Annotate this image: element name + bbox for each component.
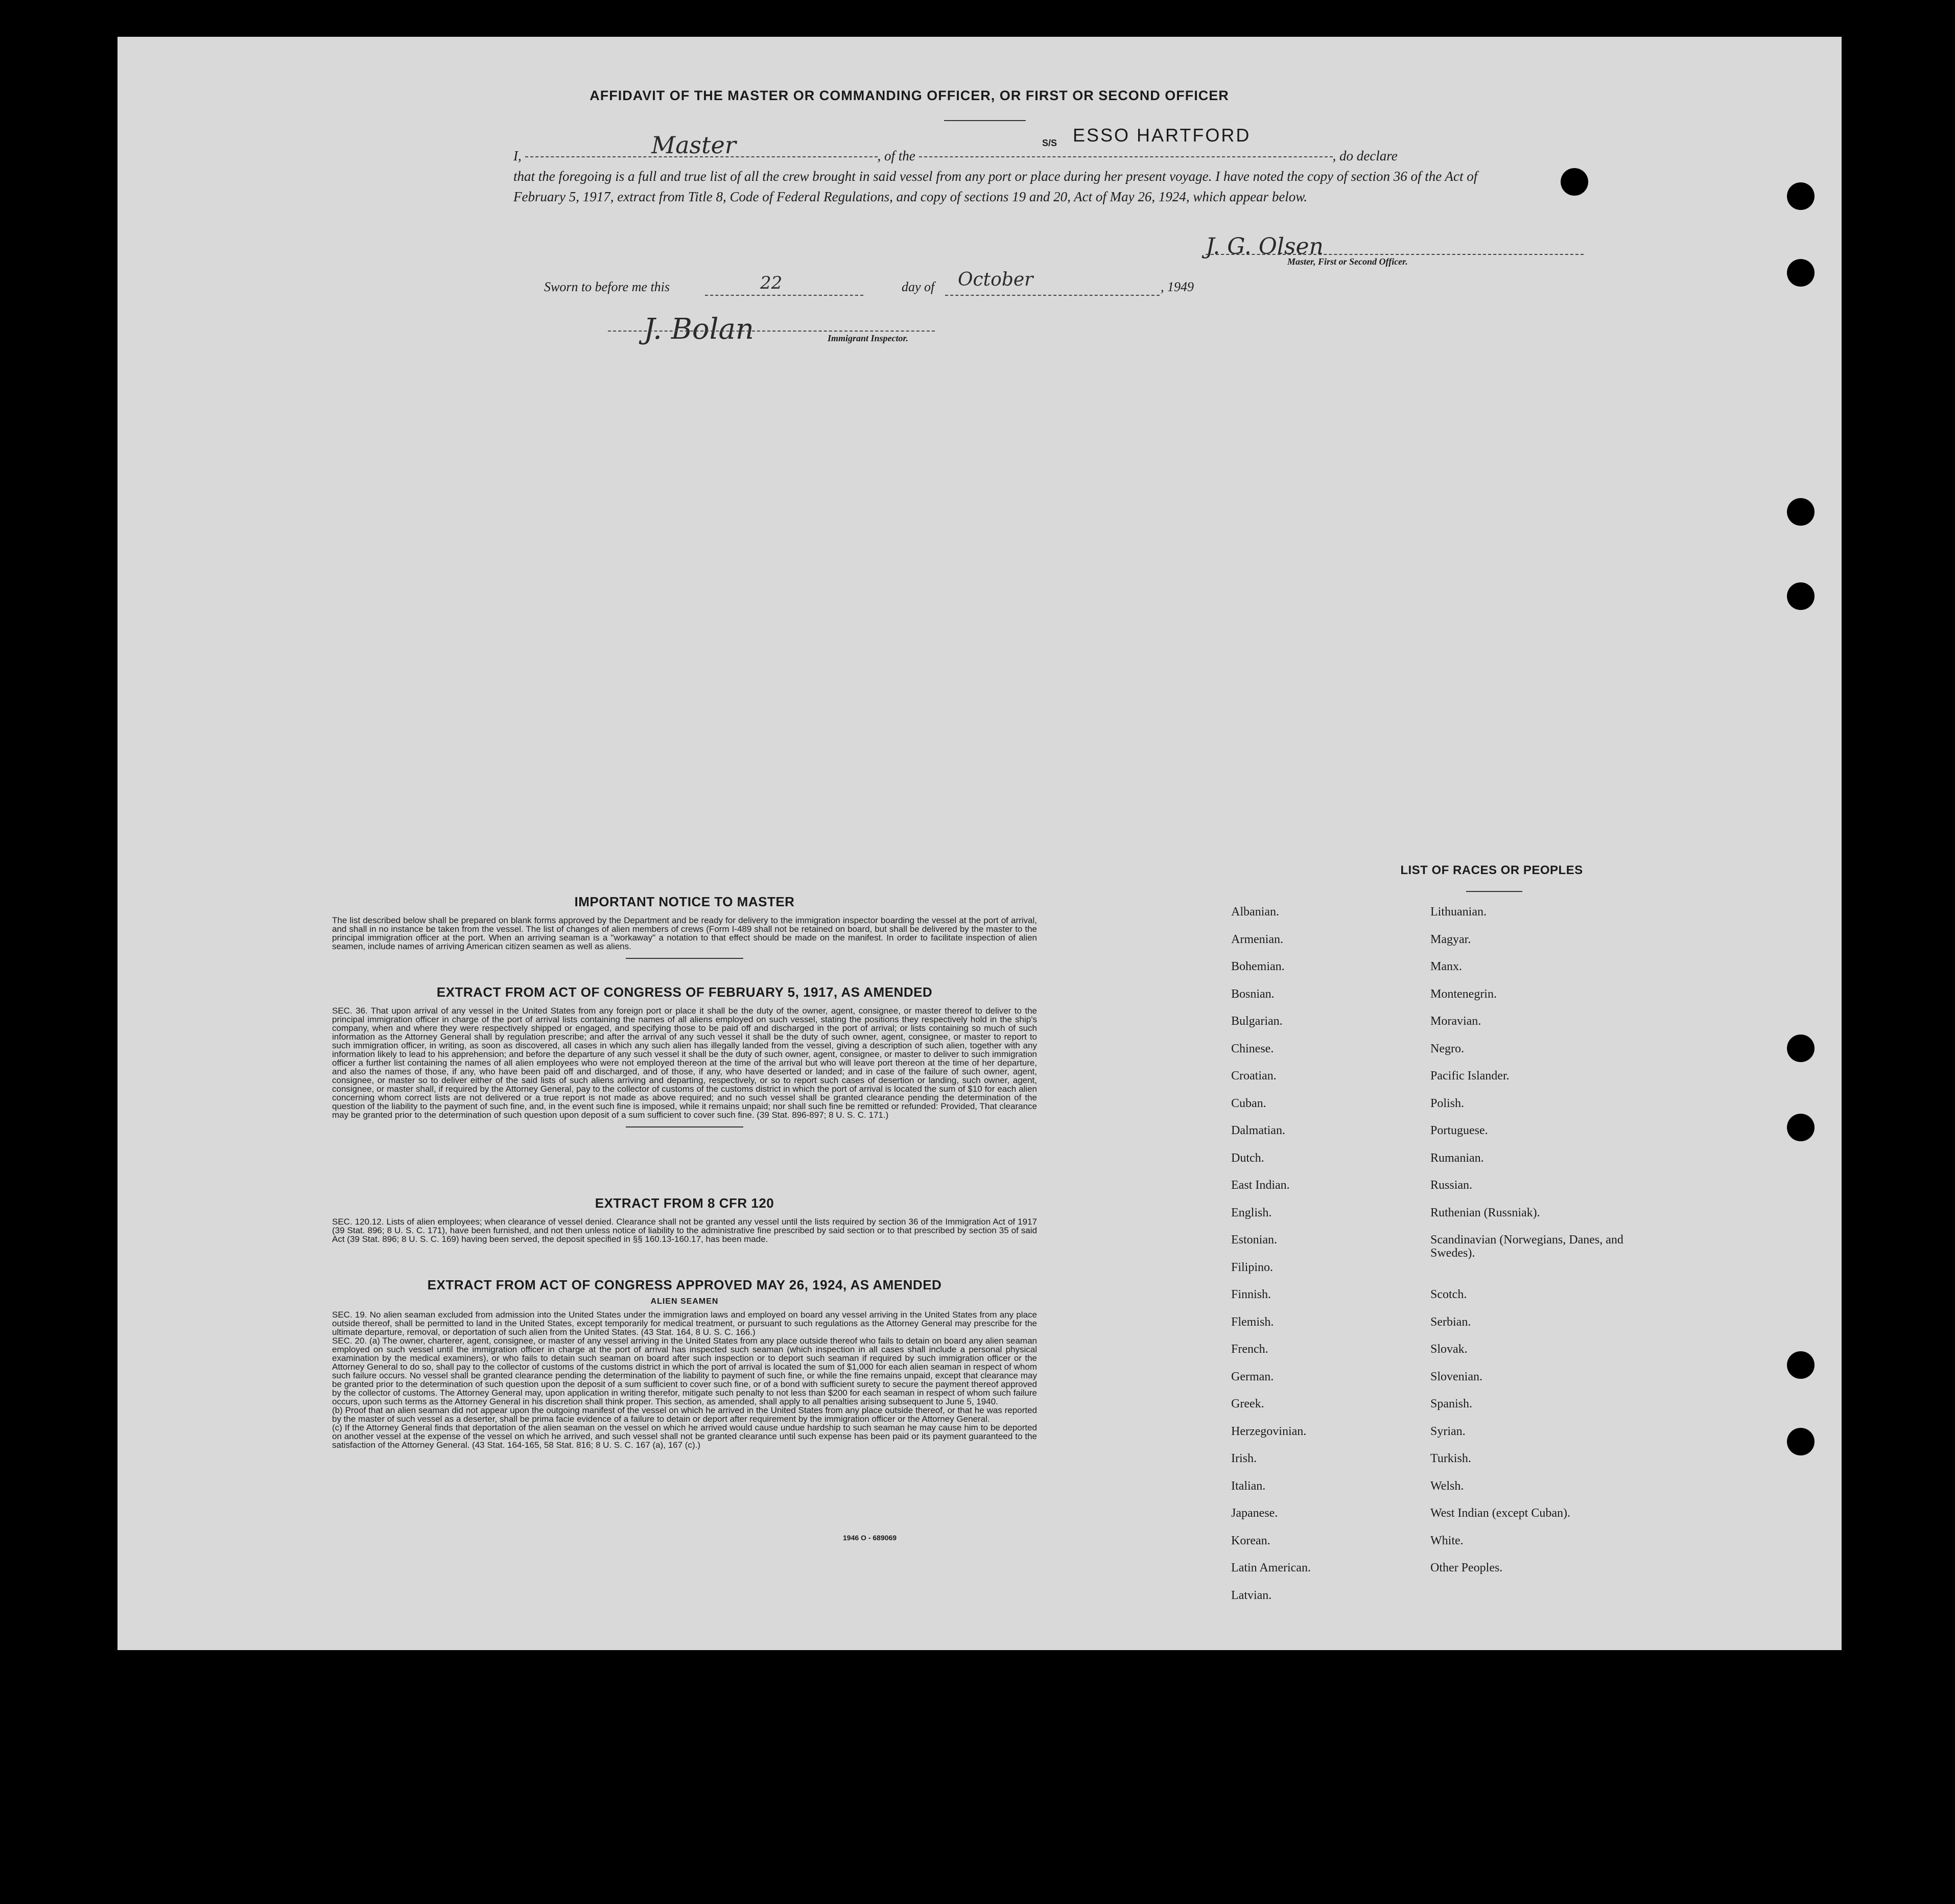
race-item: Moravian. <box>1430 1015 1481 1028</box>
sworn-day: 22 <box>760 273 783 293</box>
vessel-name: ESSO HARTFORD <box>1073 125 1251 146</box>
binder-hole <box>1787 498 1815 526</box>
races-title-rule <box>1466 891 1522 892</box>
binder-hole <box>1787 1114 1815 1141</box>
sec19-text: SEC. 19. No alien seaman excluded from admission into the United States under the immigration laws and employed on board any vessel arriving in the United States from any place outside thereof, shall be permitted to land in the United States, except temporarily for medical treatment, or pursuant to such regulations as the Attorney General may prescribe for the ultimate departure, removal, or deportation of such alien from the United States. (43 Stat. 164, 8 U. S. C. 166.) <box>332 1310 1037 1337</box>
affidavit-title: AFFIDAVIT OF THE MASTER OR COMMANDING OFFICER, OR FIRST OR SECOND OFFICER <box>590 88 1229 103</box>
race-item: Italian. <box>1231 1479 1266 1493</box>
binder-hole <box>1787 182 1815 210</box>
binder-hole <box>1787 1351 1815 1379</box>
race-item: German. <box>1231 1370 1274 1383</box>
race-item: Scotch. <box>1430 1288 1467 1301</box>
section-divider <box>626 1126 743 1127</box>
race-item: Other Peoples. <box>1430 1561 1503 1574</box>
race-item: Armenian. <box>1231 932 1283 946</box>
sworn-month: October <box>958 269 1033 290</box>
extract-1917-section <box>332 984 1037 1135</box>
binder-hole <box>1787 1428 1815 1455</box>
day-of-label: day of <box>902 279 935 294</box>
binder-hole <box>1787 582 1815 610</box>
race-item: Latvian. <box>1231 1588 1272 1602</box>
race-item: Negro. <box>1430 1042 1464 1055</box>
binder-hole <box>1787 1035 1815 1062</box>
race-item: Chinese. <box>1231 1042 1274 1055</box>
race-item: West Indian (except Cuban). <box>1430 1507 1570 1520</box>
vessel-name-line <box>919 156 1333 157</box>
race-item: White. <box>1430 1534 1464 1547</box>
race-item: Slovenian. <box>1430 1370 1482 1383</box>
extract-1917-text: SEC. 36. That upon arrival of any vessel in the United States from any foreign port or place it shall be the duty of the owner, agent, consignee, or master thereof to deliver to the principal immigration officer in charge of the port of arrival lists containing the names of all aliens employed on such vessel, stating the positions they respectively hold in the ship's company, when and where they were respectively shipped or engaged, and specifying those to be paid off and discharged in the port of arrival; or lists containing so much of such information as the Attorney General shall by regulation prescribe; and after the arrival of any such vessel it shall be the duty of such owner, agent, consignee, or master to report to such immigration officer, in writing, as soon as discovered, all cases in which any such alien has illegally landed from the vessel, giving a description of such alien, together with any information likely to lead to his apprehension; and before the departure of any such vessel it shall be the duty of such owner, agent, consignee, or master to deliver to such immigration officer a further list containing the names of all alien employees who were not employed thereon at the time of the arrival but who will leave port thereon at the time of her departure, and also the names of those, if any, who have been paid off and discharged, and of those, if any, who have deserted or landed; and in case of the failure of such owner, agent, consignee, or master so to deliver either of the said lists of such aliens arriving and departing, respectively, or so to report such cases of desertion or landing, such owner, agent, consignee, or master shall, if required by the Attorney General, pay to the collector of customs of the customs district in which the port of arrival is located the sum of $10 for each alien concerning whom correct lists are not delivered or a true report is not made as above required; and no such vessel shall be granted clearance pending the determination of the question of the liability to the payment of such fine, and, in the event such fine is imposed, while it remains unpaid; nor shall such fine be remitted or refunded: Provided, That clearance may be granted prior to the determination of such question upon deposit of a sum sufficient to cover such fine. (39 Stat. 896-897; 8 U. S. C. 171.) <box>332 1006 1037 1120</box>
race-item: French. <box>1231 1343 1268 1356</box>
race-item: Flemish. <box>1231 1315 1274 1329</box>
sworn-label: Sworn to before me this <box>544 279 670 294</box>
master-handwritten: Master <box>651 131 736 159</box>
race-item: Irish. <box>1231 1452 1257 1465</box>
race-item: Montenegrin. <box>1430 987 1497 1001</box>
race-item: Albanian. <box>1231 905 1279 919</box>
race-item: Korean. <box>1231 1534 1270 1547</box>
race-item: Welsh. <box>1430 1479 1464 1493</box>
title-rule <box>944 120 1026 121</box>
declaration-body: that the foregoing is a full and true list of all the crew brought in said vessel from any port or place during her present voyage. I have noted the copy of section 36 of the Act of February 5, 1917, extract from Title 8, Code of Federal Regulations, and copy of sections 19 and 20, Act of May 26, 1924, which appear below. <box>513 169 1478 204</box>
declaration-lead: I, <box>513 148 522 163</box>
sec20-text: SEC. 20. (a) The owner, charterer, agent, consignee, or master of any vessel arriving in the United States from any place outside thereof who fails to detain on board any alien seaman employed on such vessel until the immigration officer in charge at the port of arrival has inspected such seaman (which inspection in all cases shall include a personal physical examination by the medical examiners), or who fails to detain such seaman on board after such inspection or to deport such seaman if required by such immigration officer or the Attorney General to do so, shall pay to the collector of customs of the customs district in which the port of arrival is located the sum of $1,000 for each alien seaman in respect of whom such failure occurs. No vessel shall be granted clearance pending the determination of the liability to payment of such fine, or while the fine remains unpaid, except that clearance may be granted prior to the determination of such question upon the deposit of a sum sufficient to cover such fine, or of a bond with sufficient surety to secure the payment thereof approved by the collector of customs. The Attorney General may, upon application in writing therefor, mitigate such penalty to not less than $200 for each seaman in respect of whom such failure occurs, upon such terms as the Attorney General in his discretion shall think proper. This section, as amended, shall apply to all penalties arising subsequent to June 5, 1940. <box>332 1336 1037 1406</box>
race-item: Croatian. <box>1231 1069 1277 1083</box>
race-item: Serbian. <box>1430 1315 1471 1329</box>
races-list-left <box>1231 905 1410 1616</box>
notice-text: The list described below shall be prepared on blank forms approved by the Department and be ready for delivery to the immigration inspector boarding the vessel at the port of arrival, and shall in no instance be taken from the vessel. The list of changes of alien members of crews (Form I-489 shall not be retained on board, but shall be delivered by the master to the principal immigration officer at the port. When an arriving seaman is a "workaway" a notation to that effect should be made on the manifest. In order to facilitate inspection of alien seamen, include names of arriving American citizen seamen as well as aliens. <box>332 915 1037 951</box>
race-item: Bulgarian. <box>1231 1015 1283 1028</box>
race-item: Lithuanian. <box>1430 905 1487 919</box>
race-item: Manx. <box>1430 960 1462 973</box>
race-item: Slovak. <box>1430 1343 1468 1356</box>
binder-hole <box>1561 168 1588 196</box>
inspector-signature-line <box>608 331 935 332</box>
of-the-label: , of the <box>877 148 915 163</box>
race-item: Bosnian. <box>1231 987 1275 1001</box>
extract-1924-section <box>332 1277 1037 1449</box>
race-item: Russian. <box>1430 1179 1473 1192</box>
race-item: Finnish. <box>1231 1288 1271 1301</box>
race-item: English. <box>1231 1206 1272 1219</box>
alien-seamen-subtitle: ALIEN SEAMEN <box>650 1297 719 1306</box>
race-item: Filipino. <box>1231 1260 1274 1274</box>
race-item: Syrian. <box>1430 1424 1466 1438</box>
race-item: Magyar. <box>1430 932 1471 946</box>
race-item: Japanese. <box>1231 1507 1278 1520</box>
notice-title: IMPORTANT NOTICE TO MASTER <box>574 894 795 909</box>
vessel-prefix: S/S <box>1042 138 1057 148</box>
race-item: Greek. <box>1231 1397 1264 1411</box>
inspector-caption: Immigrant Inspector. <box>828 333 909 343</box>
extract-cfr-text: SEC. 120.12. Lists of alien employees; when clearance of vessel denied. Clearance shall not be granted any vessel until the lists required by section 36 of the Immigration Act of 1917 (39 Stat. 896; 8 U. S. C. 171), have been furnished, and not then unless notice of liability to the administrative fine prescribed by said section or to that prescribed by section 35 of said Act (39 Stat. 896; 8 U. S. C. 169) having been served, the deposit specified in §§ 160.13-160.17, has been made. <box>332 1217 1037 1244</box>
extract-cfr-title: EXTRACT FROM 8 CFR 120 <box>595 1195 774 1211</box>
race-item: Spanish. <box>1430 1397 1473 1411</box>
binder-hole <box>1787 259 1815 287</box>
sec20b-text: (b) Proof that an alien seaman did not appear upon the outgoing manifest of the vessel on which he arrived in the United States from any place outside thereof, or that he was reported by the master of such vessel as a deserter, shall be prima facie evidence of a failure to detain or deport after requirement by the immigration officer or the Attorney General. <box>332 1405 1037 1424</box>
master-signature-line <box>1206 254 1584 255</box>
race-item: Pacific Islander. <box>1430 1069 1510 1083</box>
sworn-month-line <box>945 295 1160 296</box>
sworn-year: , 1949 <box>1161 279 1194 294</box>
race-item: Rumanian. <box>1430 1151 1484 1165</box>
race-item: Cuban. <box>1231 1096 1266 1110</box>
race-item: East Indian. <box>1231 1179 1290 1192</box>
master-signature-caption: Master, First or Second Officer. <box>1287 256 1408 267</box>
inspector-signature: J. Bolan <box>644 313 754 346</box>
print-code: 1946 O - 689069 <box>843 1534 897 1542</box>
race-item: Ruthenian (Russniak). <box>1430 1206 1540 1219</box>
race-item: Estonian. <box>1231 1233 1277 1247</box>
race-item: Polish. <box>1430 1096 1465 1110</box>
do-declare-label: , do declare <box>1332 148 1398 163</box>
races-list-right <box>1430 905 1660 1589</box>
race-item: Dalmatian. <box>1231 1124 1285 1137</box>
race-item <box>1430 1261 1660 1288</box>
master-name-line <box>525 156 878 157</box>
sworn-day-line <box>705 295 863 296</box>
race-item: Turkish. <box>1430 1452 1471 1465</box>
race-item: Latin American. <box>1231 1561 1311 1574</box>
master-signature: J. G. Olsen <box>1206 233 1324 260</box>
race-item: Herzegovinian. <box>1231 1424 1307 1438</box>
race-item: Scandinavian (Norwegians, Danes, and Swedes). <box>1430 1233 1623 1260</box>
extract-cfr-section <box>332 1195 1037 1243</box>
race-item: Portuguese. <box>1430 1124 1488 1137</box>
section-divider <box>626 958 743 959</box>
extract-1924-title: EXTRACT FROM ACT OF CONGRESS APPROVED MAY 26, 1924, AS AMENDED <box>427 1277 942 1292</box>
sec20c-text: (c) If the Attorney General finds that deportation of the alien seaman on the vessel on which he arrived would cause undue hardship to such seaman he may cause him to be deported on another vessel at the expense of the vessel on which he arrived, and such vessel shall not be granted clearance until such expense has been paid or its payment guaranteed to the satisfaction of the Attorney General. (43 Stat. 164-165, 58 Stat. 816; 8 U. S. C. 167 (a), 167 (c).) <box>332 1423 1037 1450</box>
document-page <box>117 37 1842 1650</box>
race-item: Bohemian. <box>1231 960 1285 973</box>
notice-section <box>332 894 1037 966</box>
declaration-paragraph <box>513 146 1484 207</box>
race-item: Dutch. <box>1231 1151 1264 1165</box>
extract-1917-title: EXTRACT FROM ACT OF CONGRESS OF FEBRUARY 5, 1917, AS AMENDED <box>436 984 933 1000</box>
races-title: LIST OF RACES OR PEOPLES <box>1400 863 1583 877</box>
